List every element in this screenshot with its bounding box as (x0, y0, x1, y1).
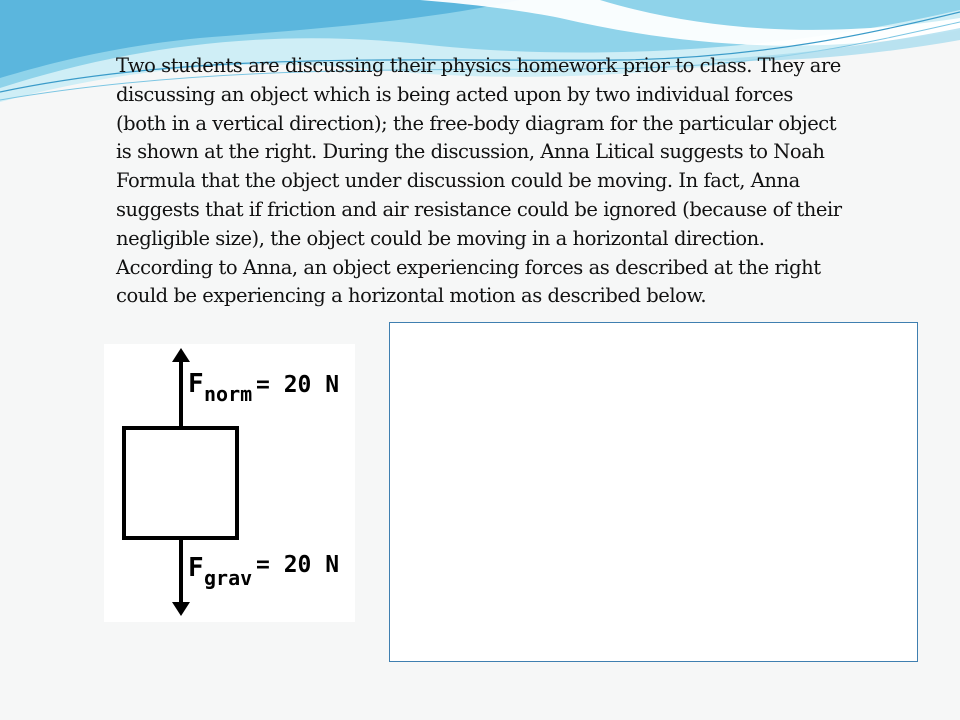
paragraph-line: is shown at the right. During the discussion, Anna Litical suggests to Noah (116, 140, 825, 164)
free-body-diagram (104, 344, 355, 622)
normal-force-subscript: norm (204, 382, 253, 406)
motion-description-box (389, 322, 918, 662)
paragraph-line: (both in a vertical direction); the free-body diagram for the particular object (116, 111, 837, 135)
object-box (124, 428, 237, 538)
gravity-force-symbol: F (188, 553, 204, 583)
paragraph-line: negligible size), the object could be moving in a horizontal direction. (116, 226, 765, 250)
normal-force-value: = 20 N (256, 372, 340, 398)
paragraph-line: discussing an object which is being acted upon by two individual forces (116, 82, 793, 106)
paragraph-line: suggests that if friction and air resistance could be ignored (because of their (116, 197, 842, 221)
gravity-force-subscript: grav (204, 566, 253, 590)
free-body-diagram-svg (104, 344, 355, 622)
gravity-force-value: = 20 N (256, 552, 340, 578)
problem-paragraph (116, 52, 916, 311)
gravity-force-arrowhead (172, 602, 190, 616)
paragraph-line: could be experiencing a horizontal motion as described below. (116, 284, 707, 308)
normal-force-symbol: F (188, 369, 204, 399)
paragraph-line: Formula that the object under discussion could be moving. In fact, Anna (116, 169, 800, 193)
paragraph-line: According to Anna, an object experiencing forces as described at the right (116, 255, 821, 279)
normal-force-arrowhead (172, 348, 190, 362)
paragraph-line: Two students are discussing their physics homework prior to class. They are (116, 54, 841, 77)
